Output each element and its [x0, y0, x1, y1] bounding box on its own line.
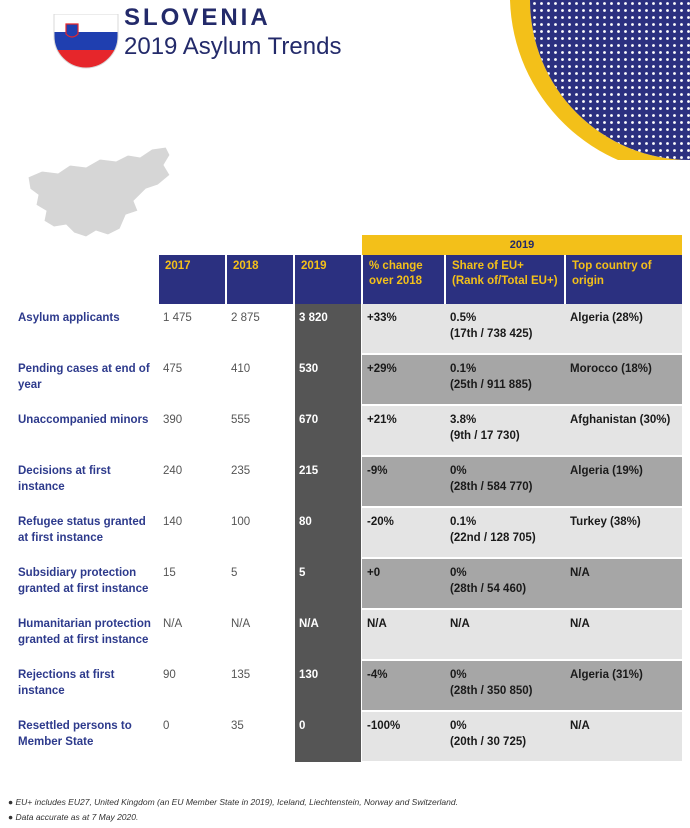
row-label: Refugee status granted at first instance — [18, 516, 146, 544]
value-share: 0% — [450, 465, 467, 477]
value-change: -9% — [367, 465, 388, 477]
row-label: Humanitarian protection granted at first instance — [18, 618, 151, 646]
value-2017: 140 — [163, 516, 183, 528]
asylum-trends-table — [0, 235, 690, 765]
value-rank: (22nd / 128 705) — [450, 532, 536, 544]
value-2018: 235 — [231, 465, 251, 477]
value-top-origin: N/A — [570, 567, 590, 579]
value-2018: 555 — [231, 414, 251, 426]
value-change: N/A — [367, 618, 387, 630]
value-2019: 0 — [299, 720, 306, 732]
value-2018: N/A — [231, 618, 251, 630]
value-change: -100% — [367, 720, 401, 732]
value-2019: 670 — [299, 414, 319, 426]
value-change: +21% — [367, 414, 397, 426]
column-header-2019: 2019 — [295, 255, 361, 304]
value-2019: 5 — [299, 567, 306, 579]
value-2018: 5 — [231, 567, 238, 579]
value-rank: (28th / 584 770) — [450, 481, 533, 493]
value-2019: 130 — [299, 669, 319, 681]
value-rank: (9th / 17 730) — [450, 430, 520, 442]
value-2018: 35 — [231, 720, 244, 732]
value-top-origin: Turkey (38%) — [570, 516, 641, 528]
value-share: N/A — [450, 618, 470, 630]
value-change: +0 — [367, 567, 381, 579]
column-header-share: Share of EU+ (Rank of/Total EU+) — [446, 255, 564, 304]
row-label: Asylum applicants — [18, 312, 120, 324]
value-2017: 475 — [163, 363, 183, 375]
value-2017: 390 — [163, 414, 183, 426]
value-2019: N/A — [299, 618, 319, 630]
value-2017: 90 — [163, 669, 176, 681]
value-2018: 100 — [231, 516, 251, 528]
value-2017: N/A — [163, 618, 183, 630]
value-top-origin: Algeria (19%) — [570, 465, 643, 477]
year-group-header — [362, 235, 682, 255]
value-share: 0% — [450, 720, 467, 732]
value-top-origin: Algeria (28%) — [570, 312, 643, 324]
decorative-dot-pattern — [510, 0, 690, 160]
value-change: -4% — [367, 669, 388, 681]
value-top-origin: N/A — [570, 618, 590, 630]
value-rank: (20th / 30 725) — [450, 736, 527, 748]
value-top-origin: Morocco (18%) — [570, 363, 652, 375]
value-2019: 530 — [299, 363, 319, 375]
value-2019: 215 — [299, 465, 319, 477]
row-label: Resettled persons to Member State — [18, 720, 132, 748]
value-2017: 1 475 — [163, 312, 192, 324]
value-change: -20% — [367, 516, 394, 528]
row-label: Unaccompanied minors — [18, 414, 149, 426]
column-header-change: % change over 2018 — [363, 255, 444, 304]
value-top-origin: N/A — [570, 720, 590, 732]
country-name: SLOVENIA — [124, 4, 271, 31]
value-2019: 3 820 — [299, 312, 328, 324]
value-2017: 15 — [163, 567, 176, 579]
value-share: 0.1% — [450, 363, 477, 375]
footnote-eu: ● EU+ includes EU27, United Kingdom (an EU Member State in 2019), Iceland, Liechtenstein, Norway and Switzerland. — [8, 797, 458, 807]
column-header-2018: 2018 — [227, 255, 293, 304]
row-label: Subsidiary protection granted at first instance — [18, 567, 149, 595]
value-2017: 240 — [163, 465, 183, 477]
value-rank: (25th / 911 885) — [450, 379, 532, 391]
value-top-origin: Algeria (31%) — [570, 669, 643, 681]
column-header-top-origin: Top country of origin — [566, 255, 682, 304]
value-2018: 135 — [231, 669, 251, 681]
value-2018: 2 875 — [231, 312, 260, 324]
value-rank: (28th / 54 460) — [450, 583, 527, 595]
value-rank: (17th / 738 425) — [450, 328, 533, 340]
value-top-origin: Afghanistan (30%) — [570, 414, 671, 426]
slovenia-map-icon — [20, 145, 178, 245]
column-header-2017: 2017 — [159, 255, 225, 304]
value-share: 0% — [450, 669, 467, 681]
footnote-date: ● Data accurate as at 7 May 2020. — [8, 812, 139, 822]
value-change: +29% — [367, 363, 397, 375]
value-2017: 0 — [163, 720, 170, 732]
page-subtitle: 2019 Asylum Trends — [124, 33, 342, 60]
row-label: Pending cases at end of year — [18, 363, 150, 391]
value-2018: 410 — [231, 363, 251, 375]
value-share: 0% — [450, 567, 467, 579]
value-2019: 80 — [299, 516, 312, 528]
value-share: 0.1% — [450, 516, 477, 528]
slovenia-flag-icon — [52, 14, 120, 70]
year-group-label: 2019 — [509, 239, 535, 251]
value-share: 3.8% — [450, 414, 477, 426]
value-rank: (28th / 350 850) — [450, 685, 533, 697]
value-share: 0.5% — [450, 312, 477, 324]
row-label: Rejections at first instance — [18, 669, 115, 697]
row-label: Decisions at first instance — [18, 465, 111, 493]
value-change: +33% — [367, 312, 397, 324]
